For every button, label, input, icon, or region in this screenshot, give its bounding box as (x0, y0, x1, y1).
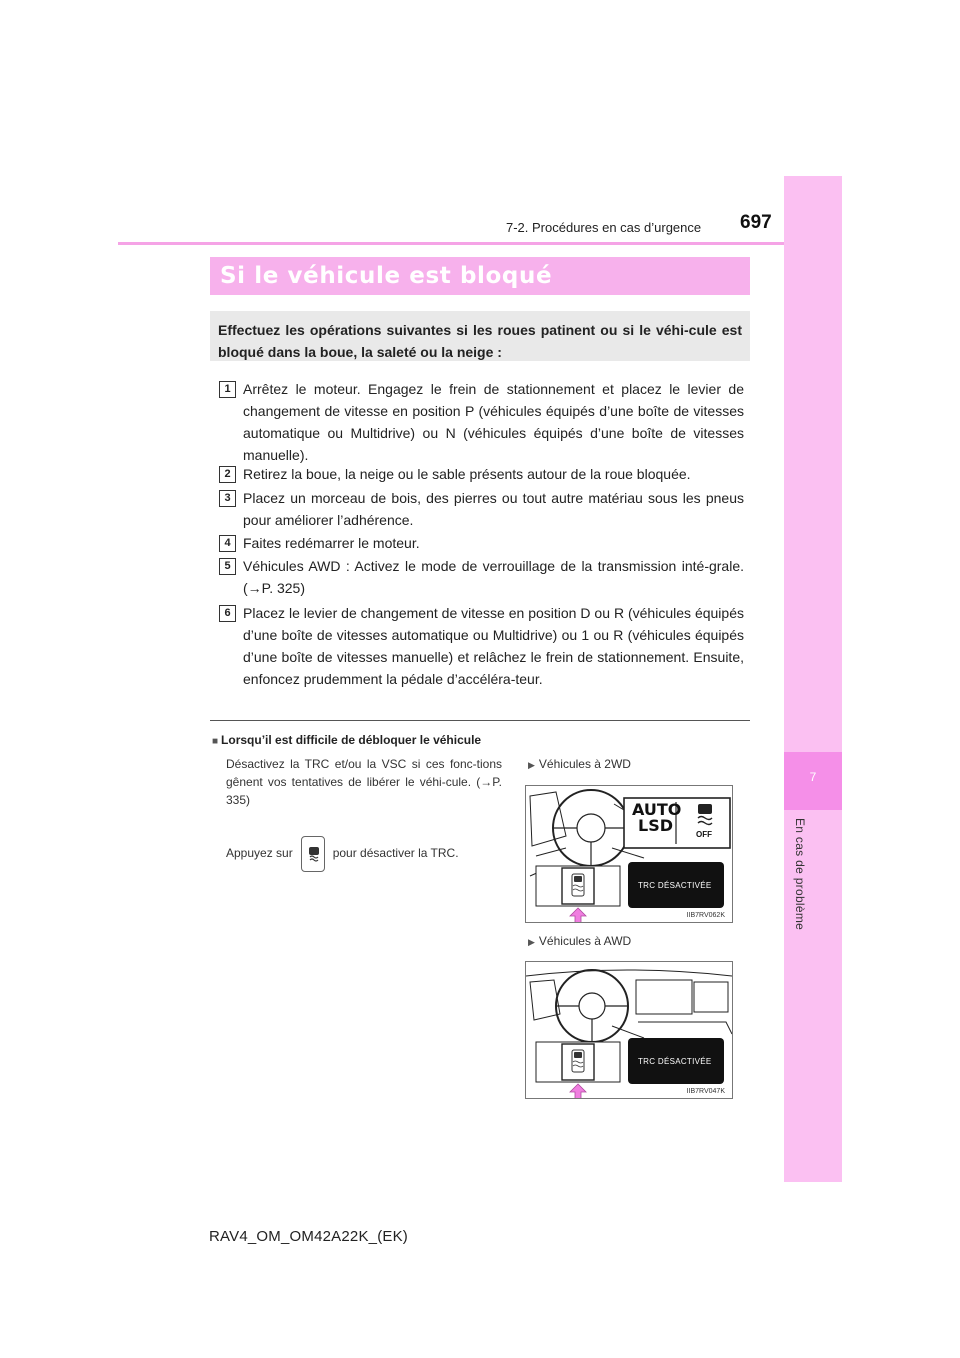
off-label: OFF (696, 830, 712, 839)
triangle-bullet-icon: ▶ (528, 760, 535, 770)
step-text-5: Véhicules AWD : Activez le mode de verrouillage de la transmission inté-grale. (→P. 325) (243, 558, 744, 596)
figure-label-awd-text: Véhicules à AWD (538, 934, 632, 948)
step-text-3: Placez un morceau de bois, des pierres ou tout autre matériau sous les pneus pour améliorer l’adhérence. (243, 490, 744, 528)
figure-label-awd (528, 934, 631, 948)
step-text-4: Faites redémarrer le moteur. (243, 535, 420, 551)
chapter-label: En cas de problème (793, 818, 807, 931)
section-reference: 7-2. Procédures en cas d’urgence (506, 220, 702, 235)
note-heading-text: Lorsqu’il est difficile de débloquer le véhicule (221, 733, 482, 747)
intro-box (210, 311, 750, 361)
auto-label: AUTO (632, 800, 682, 819)
auto-lsd-button-label (632, 802, 681, 834)
note-text: Désactivez la TRC et/ou la VSC si ces fonc-tions gênent vos tentatives de libérer le véhi-cule. (→P. 335) (226, 757, 502, 807)
section-title-band (210, 257, 750, 295)
figure-awd-illustration (525, 961, 733, 1099)
step-badge-2: 2 (219, 466, 236, 483)
document-footer: RAV4_OM_OM42A22K_(EK) (209, 1228, 409, 1245)
square-bullet-icon: ■ (212, 736, 219, 747)
header-rule (118, 242, 840, 245)
figure-label-2wd-text: Véhicules à 2WD (538, 757, 631, 771)
press-text-before: Appuyez sur (226, 846, 293, 861)
note-heading (212, 733, 481, 747)
note-press-instruction (226, 836, 459, 872)
chapter-number: 7 (809, 770, 817, 784)
section-divider (210, 720, 750, 721)
triangle-bullet-icon: ▶ (528, 937, 535, 947)
figure-code: IIB7RV047K (686, 1088, 725, 1095)
press-text-after: pour désactiver la TRC. (332, 846, 459, 861)
step-badge-3: 3 (219, 490, 236, 507)
trc-display-text: TRC DÉSACTIVÉE (638, 1057, 712, 1066)
figure-label-2wd (528, 757, 631, 771)
step-badge-4: 4 (219, 535, 236, 552)
step-text-2: Retirez la boue, la neige ou le sable présents autour de la roue bloquée. (243, 466, 691, 482)
lsd-label: LSD (638, 816, 673, 835)
figure-2wd-illustration (525, 785, 733, 923)
intro-text: Effectuez les opérations suivantes si les roues patinent ou si le véhi-cule est bloqué dans la boue, la saleté ou la neige : (218, 322, 742, 360)
step-badge-5: 5 (219, 558, 236, 575)
trc-display-text: TRC DÉSACTIVÉE (638, 881, 712, 890)
step-badge-1: 1 (219, 381, 236, 398)
page-number: 697 (740, 212, 772, 233)
step-text-1: Arrêtez le moteur. Engagez le frein de stationnement et placez le levier de changement de vitesse en position P (véhicules équipés d’une boîte de vitesses automatique ou Multidrive) ou N (véhicules équipés d’une boîte de vitesses manuelle). (243, 381, 744, 463)
trc-off-button-icon (301, 836, 325, 872)
figure-code: IIB7RV062K (686, 912, 725, 919)
step-text-6: Placez le levier de changement de vitesse en position D ou R (véhicules équipés d’une boîte de vitesses automatique ou Multidrive) ou 1 ou R (véhicules équipés d’une boîte de vitesses manuelle) et relâchez le frein de stationnement. Ensuite, enfoncez prudemment la pédale d’accéléra-teur. (243, 605, 744, 687)
chapter-side-tab (784, 176, 842, 1182)
step-badge-6: 6 (219, 605, 236, 622)
page-title: Si le véhicule est bloqué (220, 263, 553, 289)
